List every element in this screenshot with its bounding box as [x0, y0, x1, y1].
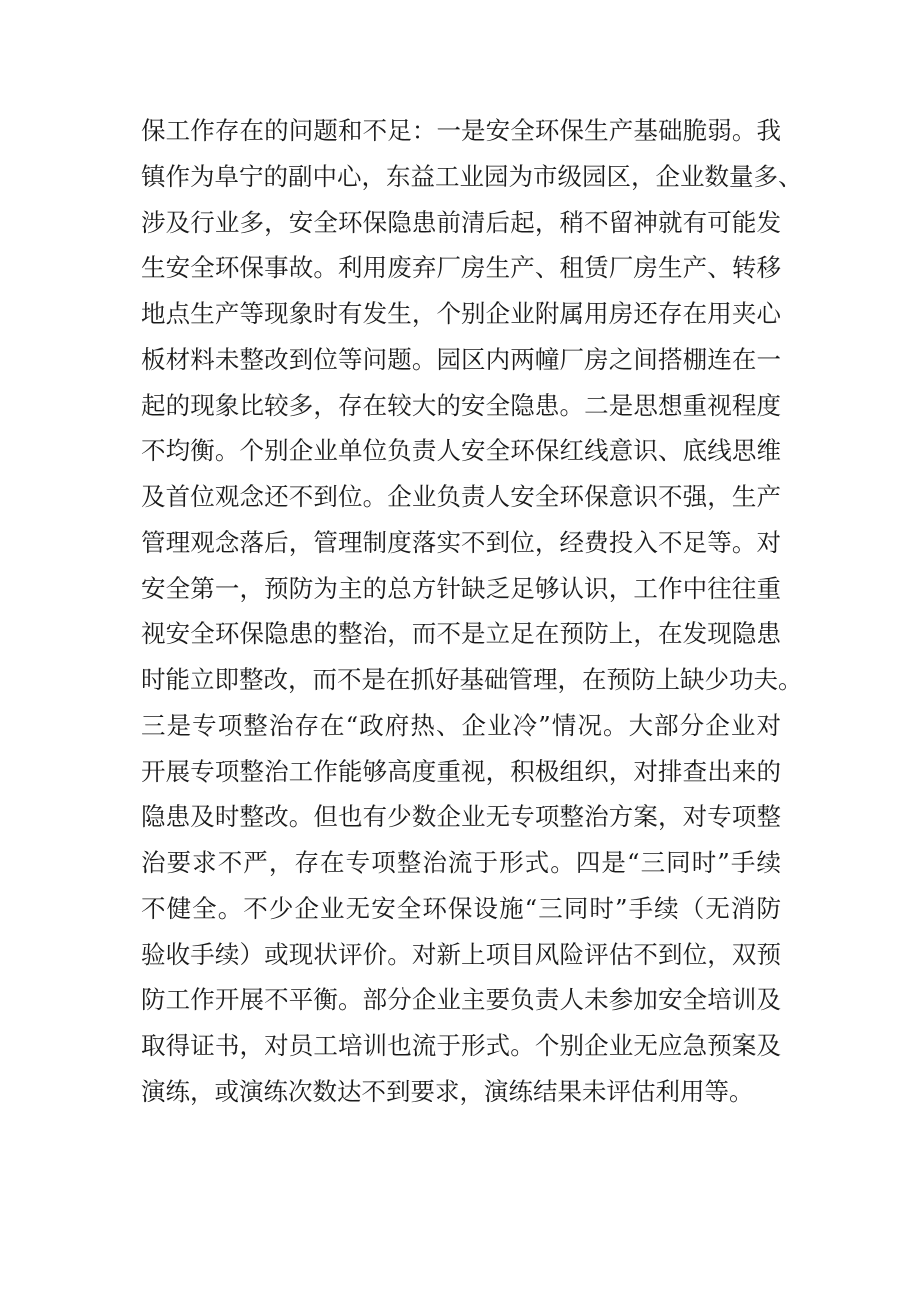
- text-line: 时能立即整改，而不是在抓好基础管理，在预防上缺少功夫。: [141, 665, 803, 694]
- text-line: 生安全环保事故。利用废弃厂房生产、租赁厂房生产、转移: [141, 253, 781, 283]
- text-line: 板材料未整改到位等问题。园区内两幢厂房之间搭棚连在一: [141, 344, 781, 374]
- text-line: 安全第一，预防为主的总方针缺乏足够认识，工作中往往重: [141, 573, 781, 603]
- body-paragraph: [141, 108, 803, 1115]
- text-line: 开展专项整治工作能够高度重视，积极组织，对排查出来的: [141, 756, 781, 786]
- text-line: 及首位观念还不到位。企业负责人安全环保意识不强，生产: [141, 482, 781, 511]
- text-line: 地点生产等现象时有发生，个别企业附属用房还存在用夹心: [141, 299, 781, 328]
- text-line: 起的现象比较多，存在较大的安全隐患。二是思想重视程度: [141, 390, 781, 420]
- text-line: 取得证书，对员工培训也流于形式。个别企业无应急预案及: [141, 1031, 781, 1060]
- text-line: 管理观念落后，管理制度落实不到位，经费投入不足等。对: [141, 527, 781, 557]
- text-line: 防工作开展不平衡。部分企业主要负责人未参加安全培训及: [141, 985, 781, 1015]
- text-line: 涉及行业多，安全环保隐患前清后起，稍不留神就有可能发: [141, 207, 781, 237]
- text-line: 镇作为阜宁的副中心，东益工业园为市级园区，企业数量多、: [141, 161, 803, 191]
- text-line: 不均衡。个别企业单位负责人安全环保红线意识、底线思维: [141, 436, 781, 466]
- text-line: 治要求不严，存在专项整治流于形式。四是“三同时”手续: [141, 848, 781, 877]
- text-line: 保工作存在的问题和不足：一是安全环保生产基础脆弱。我: [141, 116, 781, 145]
- text-line: 验收手续）或现状评价。对新上项目风险评估不到位，双预: [141, 939, 781, 969]
- text-line: 不健全。不少企业无安全环保设施“三同时”手续（无消防: [141, 893, 781, 923]
- text-line: 演练，或演练次数达不到要求，演练结果未评估利用等。: [141, 1076, 754, 1106]
- text-line: 三是专项整治存在“政府热、企业冷”情况。大部分企业对: [141, 710, 781, 740]
- text-line: 视安全环保隐患的整治，而不是立足在预防上，在发现隐患: [141, 619, 781, 649]
- text-line: 隐患及时整改。但也有少数企业无专项整治方案，对专项整: [141, 802, 781, 832]
